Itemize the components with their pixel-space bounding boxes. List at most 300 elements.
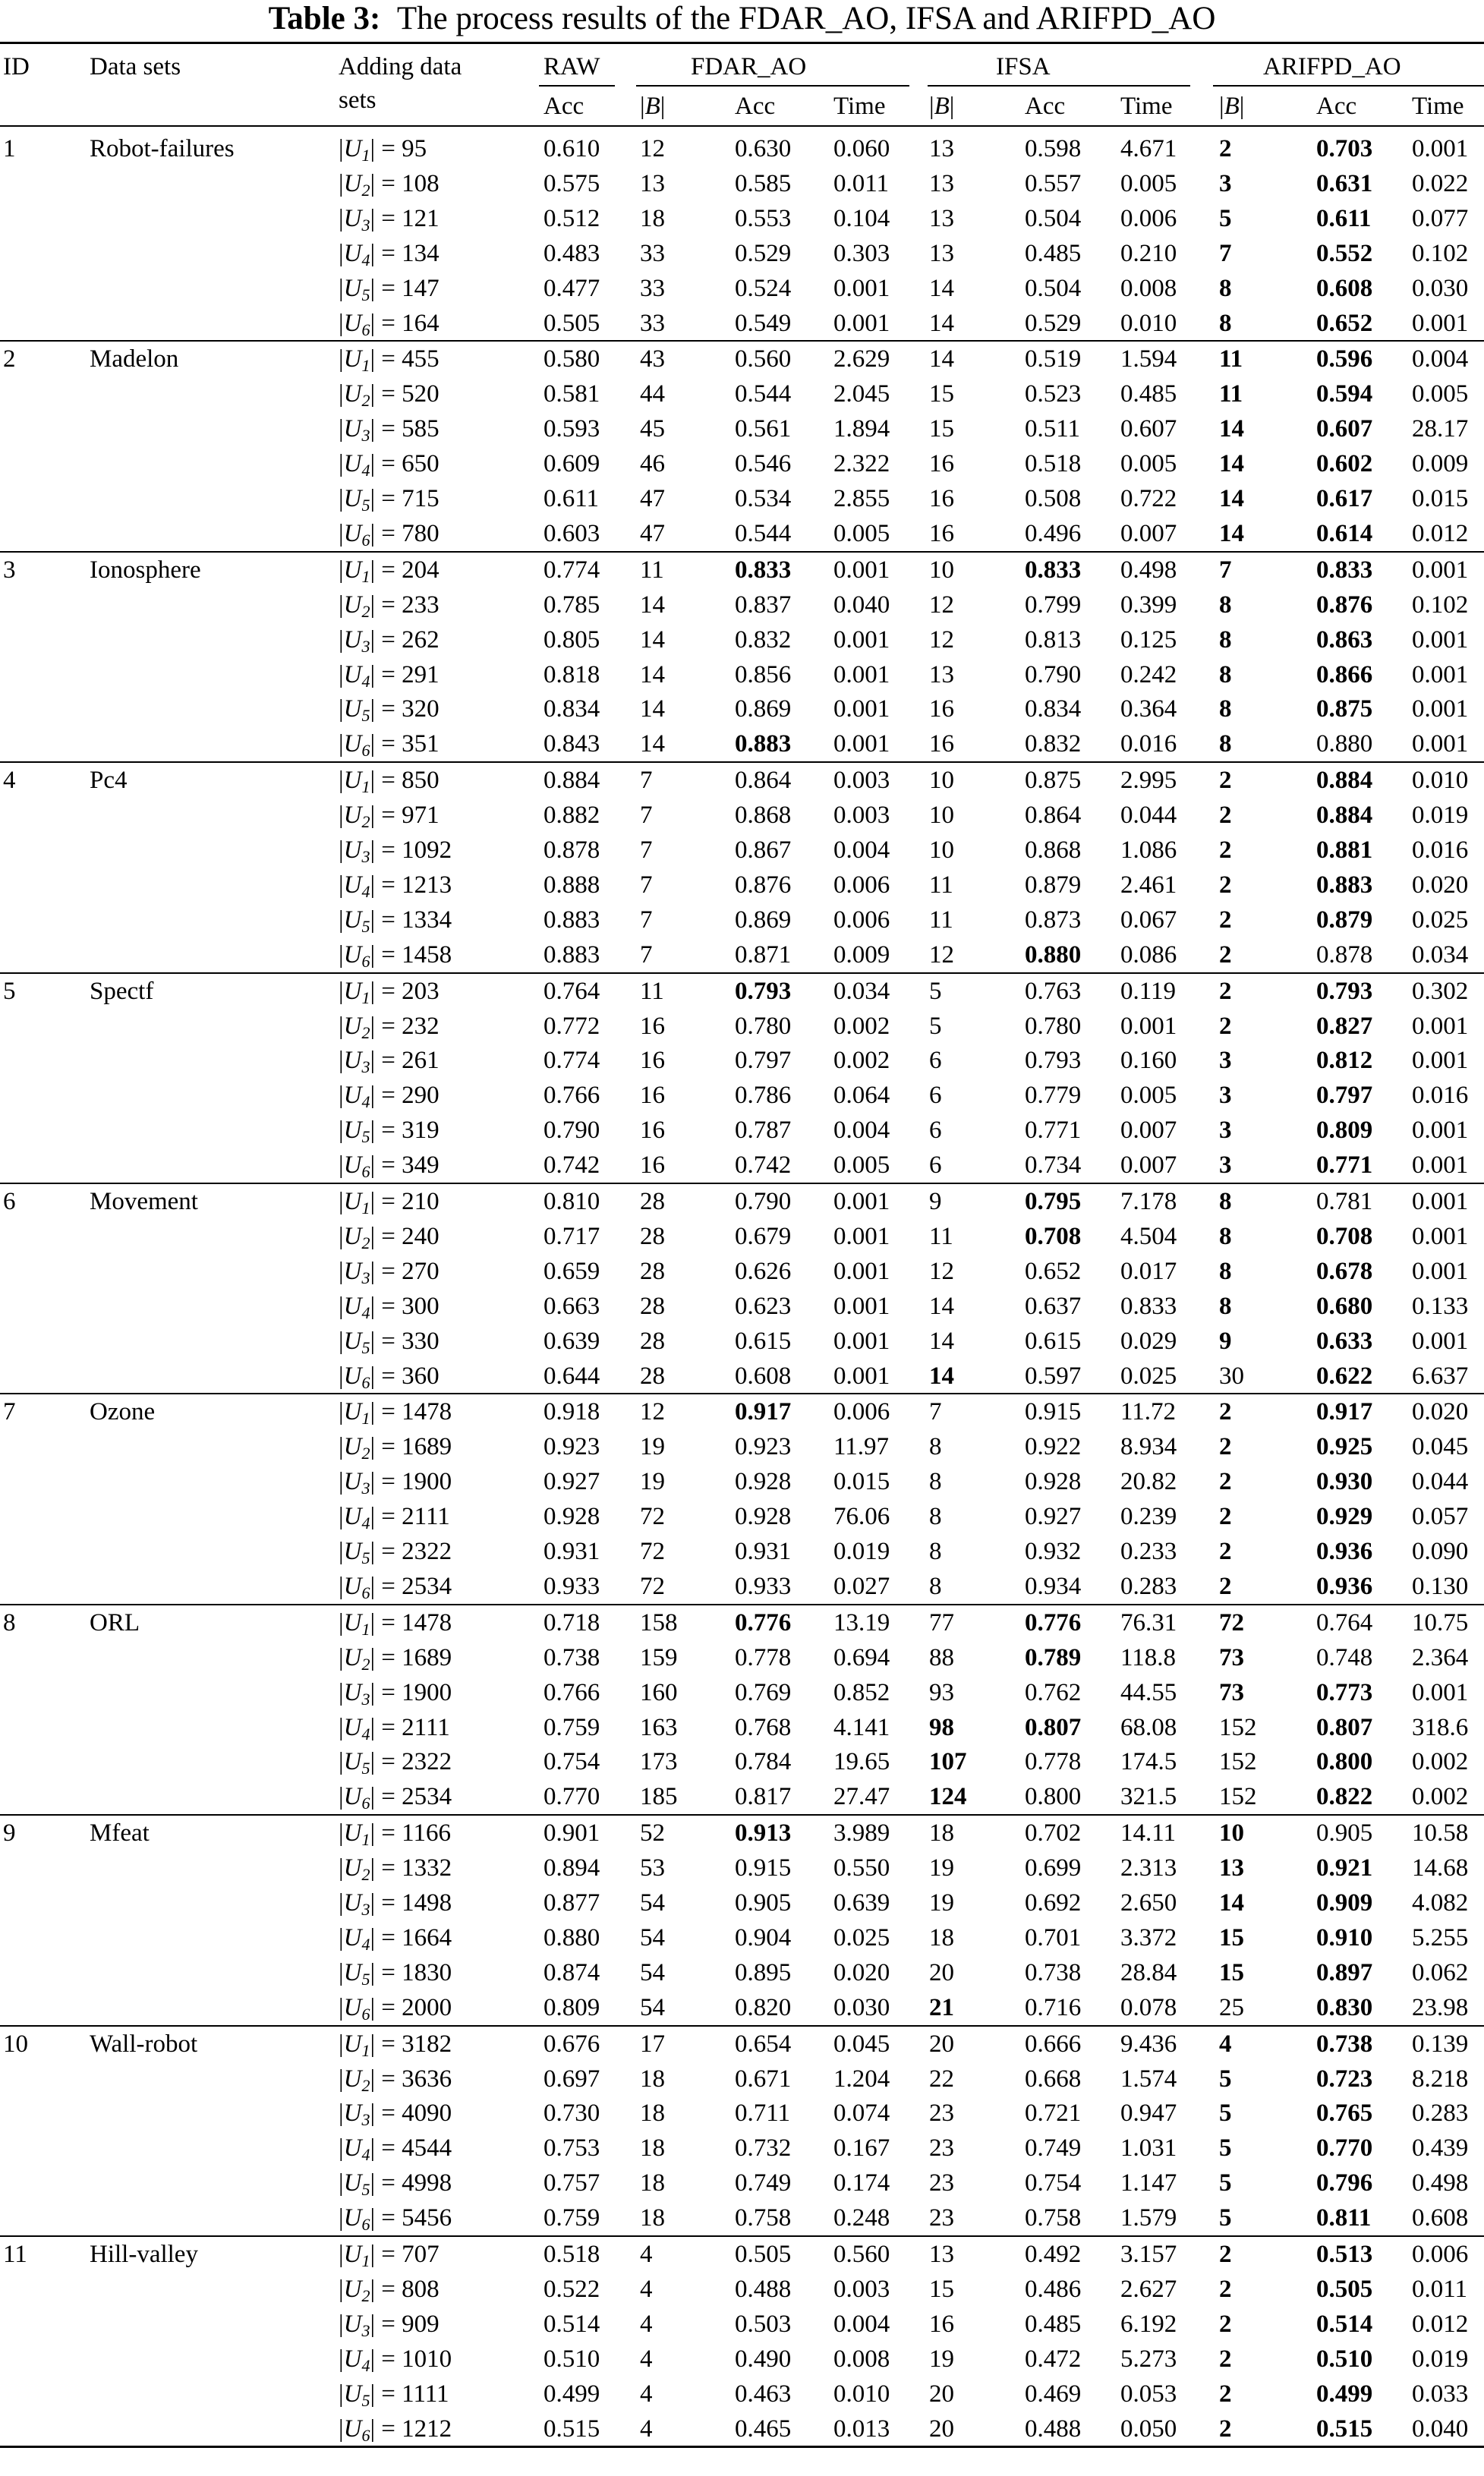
adding-data-size-value: 971 <box>402 802 440 830</box>
adding-data-size-value: 1092 <box>402 836 452 864</box>
cell-a-time: 0.012 <box>1412 2310 1469 2338</box>
cell-a-acc: 0.608 <box>1316 274 1373 302</box>
cell-a-acc: 0.917 <box>1316 1398 1373 1426</box>
cell-a-acc: 0.771 <box>1316 1151 1373 1180</box>
cell-i-time: 0.053 <box>1120 2380 1177 2408</box>
cell-f-acc: 0.546 <box>735 450 792 478</box>
dataset-name: Hill-valley <box>90 2241 198 2268</box>
cell-i-time: 1.594 <box>1120 345 1177 373</box>
cell-f-b: 7 <box>640 871 653 899</box>
adding-data-size: $|U_1| = 1478$ <box>339 1608 452 1639</box>
cell-a-b: 2 <box>1219 871 1232 899</box>
cell-i-time: 1.086 <box>1120 836 1177 864</box>
cell-i-time: 0.029 <box>1120 1327 1177 1355</box>
adding-data-size-value: 121 <box>402 204 440 232</box>
cell-f-b: 16 <box>640 1047 665 1075</box>
adding-data-size: $|U_3| = 262$ <box>339 625 440 656</box>
cell-f-b: 7 <box>640 940 653 969</box>
cell-raw: 0.766 <box>544 1678 600 1706</box>
cell-f-acc: 0.465 <box>735 2415 792 2443</box>
cell-a-b: 14 <box>1219 415 1244 443</box>
dataset-name: Mfeat <box>90 1819 150 1848</box>
adding-data-size-value: 351 <box>402 730 440 758</box>
adding-data-size-value: 5456 <box>402 2204 452 2232</box>
dataset-name: Spectf <box>90 977 154 1005</box>
adding-data-size-value: 2322 <box>402 1538 452 1565</box>
dataset-name: Ozone <box>90 1398 156 1426</box>
cell-f-time: 0.004 <box>833 2310 890 2338</box>
cell-a-b: 15 <box>1219 1923 1244 1952</box>
cell-f-b: 7 <box>640 836 653 864</box>
cell-raw: 0.575 <box>544 169 600 197</box>
cell-i-b: 14 <box>929 1292 954 1320</box>
cell-i-time: 0.006 <box>1120 204 1177 232</box>
cell-f-b: 14 <box>640 730 665 758</box>
cell-f-acc: 0.928 <box>735 1503 792 1531</box>
cell-i-acc: 0.875 <box>1025 767 1082 795</box>
adding-data-size-value: 3636 <box>402 2065 452 2093</box>
adding-data-size: $|U_2| = 233$ <box>339 591 440 621</box>
adding-data-size: $|U_6| = 164$ <box>339 309 440 339</box>
cell-raw: 0.717 <box>544 1222 600 1250</box>
cell-i-acc: 0.763 <box>1025 977 1082 1005</box>
cell-i-time: 5.273 <box>1120 2345 1177 2373</box>
adding-data-size-value: 108 <box>402 169 440 197</box>
cell-i-acc: 0.702 <box>1025 1819 1082 1848</box>
cell-raw: 0.918 <box>544 1398 600 1426</box>
adding-data-size: $|U_4| = 300$ <box>339 1292 440 1322</box>
cell-i-acc: 0.701 <box>1025 1923 1082 1952</box>
cell-f-time: 0.015 <box>833 1468 890 1496</box>
dataset-id: 8 <box>3 1608 16 1636</box>
cell-f-b: 18 <box>640 204 665 232</box>
cell-raw: 0.901 <box>544 1819 600 1848</box>
header-arifpd-b: |B| <box>1219 93 1245 120</box>
arifpd-group-rule <box>1213 85 1484 87</box>
cell-f-acc: 0.463 <box>735 2380 792 2408</box>
dataset-id: 4 <box>3 767 16 795</box>
cell-f-b: 163 <box>640 1713 678 1741</box>
adding-data-size-value: 2111 <box>402 1713 450 1741</box>
cell-i-time: 9.436 <box>1120 2030 1177 2058</box>
header-datasets: Data sets <box>90 53 181 80</box>
cell-i-time: 0.078 <box>1120 1993 1177 2021</box>
cell-f-b: 28 <box>640 1222 665 1250</box>
cell-a-b: 14 <box>1219 485 1244 512</box>
cell-f-acc: 0.913 <box>735 1819 792 1848</box>
cell-a-b: 11 <box>1219 380 1243 408</box>
cell-raw: 0.818 <box>544 660 600 688</box>
cell-a-time: 0.608 <box>1412 2204 1469 2232</box>
cell-f-b: 16 <box>640 1117 665 1145</box>
header-arifpd-time: Time <box>1412 93 1464 120</box>
cell-f-b: 158 <box>640 1608 678 1636</box>
cell-i-time: 68.08 <box>1120 1713 1177 1741</box>
cell-i-time: 2.995 <box>1120 767 1177 795</box>
cell-a-b: 7 <box>1219 239 1232 267</box>
cell-f-b: 54 <box>640 1958 665 1986</box>
cell-a-b: 2 <box>1219 906 1232 934</box>
cell-raw: 0.764 <box>544 977 600 1005</box>
adding-data-size-value: 715 <box>402 485 440 512</box>
cell-f-acc: 0.768 <box>735 1713 792 1741</box>
adding-data-size-value: 1332 <box>402 1854 452 1882</box>
cell-f-b: 54 <box>640 1923 665 1952</box>
adding-data-size: $|U_5| = 1334$ <box>339 906 452 936</box>
cell-f-time: 0.002 <box>833 1047 890 1075</box>
cell-f-time: 0.008 <box>833 2345 890 2373</box>
adding-data-size-value: 1213 <box>402 871 452 899</box>
cell-f-time: 0.001 <box>833 625 890 654</box>
cell-raw: 0.880 <box>544 1923 600 1952</box>
cell-i-acc: 0.469 <box>1025 2380 1082 2408</box>
cell-i-acc: 0.708 <box>1025 1222 1082 1250</box>
adding-data-size: $|U_3| = 585$ <box>339 415 440 446</box>
cell-i-b: 124 <box>929 1783 967 1811</box>
cell-a-acc: 0.863 <box>1316 625 1373 654</box>
cell-i-time: 3.157 <box>1120 2241 1177 2268</box>
cell-a-acc: 0.703 <box>1316 135 1373 162</box>
adding-data-size-value: 349 <box>402 1151 440 1180</box>
cell-a-acc: 0.513 <box>1316 2241 1373 2268</box>
cell-f-acc: 0.864 <box>735 767 792 795</box>
cell-a-b: 2 <box>1219 1468 1232 1496</box>
cell-i-acc: 0.789 <box>1025 1643 1082 1671</box>
adding-data-size: $|U_4| = 1664$ <box>339 1923 452 1954</box>
cell-f-b: 52 <box>640 1819 665 1848</box>
cell-a-b: 8 <box>1219 660 1232 688</box>
adding-data-size-value: 4998 <box>402 2169 452 2197</box>
cell-f-time: 0.001 <box>833 274 890 302</box>
adding-data-size-value: 1689 <box>402 1433 452 1461</box>
cell-a-b: 73 <box>1219 1678 1244 1706</box>
cell-f-time: 0.550 <box>833 1854 890 1882</box>
cell-a-b: 2 <box>1219 977 1232 1005</box>
cell-i-time: 0.025 <box>1120 1362 1177 1390</box>
cell-f-acc: 0.933 <box>735 1572 792 1600</box>
cell-raw: 0.785 <box>544 591 600 619</box>
adding-data-size-value: 261 <box>402 1047 440 1075</box>
cell-i-b: 8 <box>929 1468 942 1496</box>
header-arifpd-acc: Acc <box>1316 93 1357 120</box>
cell-a-b: 5 <box>1219 2204 1232 2232</box>
cell-a-time: 0.033 <box>1412 2380 1469 2408</box>
cell-f-acc: 0.793 <box>735 977 792 1005</box>
cell-f-time: 2.629 <box>833 345 890 373</box>
cell-a-time: 0.004 <box>1412 345 1469 373</box>
cell-raw: 0.514 <box>544 2310 600 2338</box>
cell-i-b: 23 <box>929 2134 954 2163</box>
adding-data-size-value: 147 <box>402 274 440 302</box>
dataset-name: Ionosphere <box>90 556 201 584</box>
cell-a-acc: 0.910 <box>1316 1923 1373 1952</box>
cell-f-acc: 0.529 <box>735 239 792 267</box>
cell-a-acc: 0.929 <box>1316 1503 1373 1531</box>
cell-i-acc: 0.873 <box>1025 906 1082 934</box>
cell-a-acc: 0.594 <box>1316 380 1373 408</box>
cell-f-acc: 0.626 <box>735 1257 792 1285</box>
cell-raw: 0.883 <box>544 906 600 934</box>
adding-data-size-value: 1334 <box>402 906 452 934</box>
cell-f-time: 0.006 <box>833 906 890 934</box>
cell-f-time: 27.47 <box>833 1783 890 1811</box>
cell-f-time: 0.064 <box>833 1082 890 1110</box>
cell-i-time: 0.017 <box>1120 1257 1177 1285</box>
cell-a-time: 0.011 <box>1412 2275 1468 2303</box>
adding-data-size: $|U_6| = 2000$ <box>339 1993 452 2024</box>
cell-f-acc: 0.749 <box>735 2169 792 2197</box>
cell-a-time: 23.98 <box>1412 1993 1469 2021</box>
cell-f-time: 0.174 <box>833 2169 890 2197</box>
cell-f-acc: 0.490 <box>735 2345 792 2373</box>
cell-raw: 0.810 <box>544 1188 600 1215</box>
cell-a-acc: 0.617 <box>1316 485 1373 512</box>
header-ifsa: IFSA <box>996 53 1051 80</box>
cell-a-acc: 0.499 <box>1316 2380 1373 2408</box>
adding-data-size: $|U_5| = 330$ <box>339 1327 440 1357</box>
cell-raw: 0.834 <box>544 695 600 723</box>
cell-raw: 0.759 <box>544 2204 600 2232</box>
cell-f-b: 53 <box>640 1854 665 1882</box>
cell-raw: 0.878 <box>544 836 600 864</box>
cell-i-time: 0.016 <box>1120 730 1177 758</box>
cell-f-b: 54 <box>640 1993 665 2021</box>
dataset-id: 10 <box>3 2030 28 2058</box>
cell-a-time: 4.082 <box>1412 1889 1469 1917</box>
cell-i-acc: 0.754 <box>1025 2169 1082 2197</box>
cell-a-b: 5 <box>1219 2065 1232 2093</box>
header-fdar-time: Time <box>833 93 886 120</box>
cell-a-b: 3 <box>1219 1082 1232 1110</box>
adding-data-size-value: 2534 <box>402 1572 452 1600</box>
cell-a-b: 2 <box>1219 802 1232 830</box>
adding-data-size-value: 1458 <box>402 940 452 969</box>
cell-f-time: 0.167 <box>833 2134 890 2163</box>
cell-a-b: 2 <box>1219 2275 1232 2303</box>
cell-i-time: 28.84 <box>1120 1958 1177 1986</box>
cell-a-acc: 0.809 <box>1316 1117 1373 1145</box>
cell-a-time: 0.001 <box>1412 1047 1469 1075</box>
cell-i-acc: 0.776 <box>1025 1608 1082 1636</box>
cell-i-time: 0.364 <box>1120 695 1177 723</box>
cell-f-acc: 0.742 <box>735 1151 792 1180</box>
cell-a-acc: 0.505 <box>1316 2275 1373 2303</box>
cell-raw: 0.639 <box>544 1327 600 1355</box>
cell-i-b: 14 <box>929 1327 954 1355</box>
cell-i-time: 0.050 <box>1120 2415 1177 2443</box>
cell-i-b: 10 <box>929 802 954 830</box>
cell-f-time: 0.010 <box>833 2380 890 2408</box>
adding-data-size: $|U_5| = 715$ <box>339 485 440 515</box>
adding-data-size: $|U_1| = 455$ <box>339 345 440 376</box>
cell-i-time: 0.283 <box>1120 1572 1177 1600</box>
cell-raw: 0.790 <box>544 1117 600 1145</box>
cell-i-b: 8 <box>929 1538 942 1565</box>
cell-f-time: 0.009 <box>833 940 890 969</box>
cell-a-acc: 0.880 <box>1316 730 1373 758</box>
cell-a-acc: 0.596 <box>1316 345 1373 373</box>
adding-data-size-value: 1478 <box>402 1398 452 1426</box>
cell-a-acc: 0.773 <box>1316 1678 1373 1706</box>
cell-f-acc: 0.869 <box>735 695 792 723</box>
cell-f-b: 4 <box>640 2415 653 2443</box>
cell-a-time: 0.130 <box>1412 1572 1469 1600</box>
cell-f-time: 0.004 <box>833 836 890 864</box>
cell-i-acc: 0.813 <box>1025 625 1082 654</box>
adding-data-size: $|U_3| = 1498$ <box>339 1889 452 1919</box>
cell-raw: 0.742 <box>544 1151 600 1180</box>
cell-a-time: 0.019 <box>1412 802 1469 830</box>
cell-i-time: 321.5 <box>1120 1783 1177 1811</box>
cell-i-time: 2.627 <box>1120 2275 1177 2303</box>
cell-i-b: 16 <box>929 519 954 547</box>
cell-a-time: 0.044 <box>1412 1468 1469 1496</box>
dataset-id: 5 <box>3 977 16 1005</box>
cell-i-b: 16 <box>929 2310 954 2338</box>
adding-data-size: $|U_5| = 1830$ <box>339 1958 452 1989</box>
cell-a-acc: 0.897 <box>1316 1958 1373 1986</box>
cell-i-b: 23 <box>929 2100 954 2128</box>
adding-data-size: $|U_2| = 1689$ <box>339 1643 452 1674</box>
cell-f-b: 14 <box>640 625 665 654</box>
header-id: ID <box>3 53 30 80</box>
adding-data-size: $|U_5| = 320$ <box>339 695 440 726</box>
cell-f-time: 0.005 <box>833 1151 890 1180</box>
cell-a-time: 0.022 <box>1412 169 1469 197</box>
cell-a-b: 9 <box>1219 1327 1232 1355</box>
cell-a-b: 2 <box>1219 767 1232 795</box>
adding-data-size: $|U_1| = 1166$ <box>339 1819 451 1850</box>
adding-data-size-value: 707 <box>402 2241 440 2268</box>
cell-f-time: 0.248 <box>833 2204 890 2232</box>
cell-a-acc: 0.514 <box>1316 2310 1373 2338</box>
cell-a-acc: 0.602 <box>1316 450 1373 478</box>
cell-i-acc: 0.504 <box>1025 204 1082 232</box>
cell-raw: 0.874 <box>544 1958 600 1986</box>
cell-a-b: 5 <box>1219 2134 1232 2163</box>
cell-a-time: 0.020 <box>1412 871 1469 899</box>
cell-f-time: 0.006 <box>833 1398 890 1426</box>
adding-data-size: $|U_3| = 1900$ <box>339 1678 452 1709</box>
cell-raw: 0.884 <box>544 767 600 795</box>
cell-a-b: 8 <box>1219 1188 1232 1215</box>
cell-a-time: 0.002 <box>1412 1783 1469 1811</box>
cell-f-acc: 0.876 <box>735 871 792 899</box>
cell-a-acc: 0.883 <box>1316 871 1373 899</box>
cell-a-b: 2 <box>1219 2380 1232 2408</box>
cell-a-acc: 0.881 <box>1316 836 1373 864</box>
cell-f-time: 0.025 <box>833 1923 890 1952</box>
adding-data-size-value: 909 <box>402 2310 440 2338</box>
cell-a-time: 0.102 <box>1412 591 1469 619</box>
cell-a-b: 7 <box>1219 556 1232 584</box>
cell-f-time: 0.001 <box>833 309 890 337</box>
adding-data-size-value: 290 <box>402 1082 440 1110</box>
cell-f-time: 0.001 <box>833 730 890 758</box>
cell-f-acc: 0.820 <box>735 1993 792 2021</box>
adding-data-size-value: 1900 <box>402 1468 452 1496</box>
cell-f-b: 18 <box>640 2134 665 2163</box>
cell-a-time: 6.637 <box>1412 1362 1469 1390</box>
adding-data-size-value: 780 <box>402 519 440 547</box>
adding-data-size-value: 3182 <box>402 2030 452 2058</box>
cell-f-acc: 0.837 <box>735 591 792 619</box>
cell-a-b: 8 <box>1219 1257 1232 1285</box>
cell-i-acc: 0.597 <box>1025 1362 1082 1390</box>
cell-i-time: 0.001 <box>1120 1012 1177 1040</box>
cell-f-acc: 0.505 <box>735 2241 792 2268</box>
adding-data-size-value: 320 <box>402 695 440 723</box>
adding-data-size: $|U_3| = 121$ <box>339 204 440 235</box>
cell-raw: 0.518 <box>544 2241 600 2268</box>
cell-a-acc: 0.552 <box>1316 239 1373 267</box>
cell-f-acc: 0.904 <box>735 1923 792 1952</box>
cell-i-acc: 0.508 <box>1025 485 1082 512</box>
cell-i-b: 6 <box>929 1117 942 1145</box>
cell-f-acc: 0.871 <box>735 940 792 969</box>
adding-data-size: $|U_6| = 360$ <box>339 1362 440 1392</box>
header-fdar-acc: Acc <box>735 93 776 120</box>
adding-data-size: $|U_4| = 291$ <box>339 660 440 691</box>
cell-i-b: 14 <box>929 274 954 302</box>
cell-a-time: 10.75 <box>1412 1608 1469 1636</box>
cell-i-b: 12 <box>929 591 954 619</box>
adding-data-size: $|U_6| = 5456$ <box>339 2204 452 2235</box>
cell-a-b: 15 <box>1219 1958 1244 1986</box>
adding-data-size-value: 270 <box>402 1257 440 1285</box>
cell-raw: 0.718 <box>544 1608 600 1636</box>
cell-i-b: 11 <box>929 871 953 899</box>
cell-i-time: 4.504 <box>1120 1222 1177 1250</box>
cell-f-acc: 0.549 <box>735 309 792 337</box>
cell-f-time: 0.001 <box>833 695 890 723</box>
adding-data-size-value: 233 <box>402 591 440 619</box>
cell-a-time: 0.034 <box>1412 940 1469 969</box>
cell-a-acc: 0.764 <box>1316 1608 1373 1636</box>
cell-f-acc: 0.776 <box>735 1608 792 1636</box>
cell-i-time: 0.239 <box>1120 1503 1177 1531</box>
cell-i-b: 6 <box>929 1151 942 1180</box>
cell-f-b: 185 <box>640 1783 678 1811</box>
dataset-id: 3 <box>3 556 16 584</box>
cell-a-b: 73 <box>1219 1643 1244 1671</box>
cell-i-acc: 0.699 <box>1025 1854 1082 1882</box>
cell-f-time: 0.852 <box>833 1678 890 1706</box>
adding-data-size: $|U_3| = 4090$ <box>339 2100 452 2130</box>
adding-data-size: $|U_1| = 204$ <box>339 556 440 586</box>
cell-f-time: 0.001 <box>833 1327 890 1355</box>
cell-i-acc: 0.472 <box>1025 2345 1082 2373</box>
cell-i-acc: 0.834 <box>1025 695 1082 723</box>
cell-a-time: 0.001 <box>1412 1327 1469 1355</box>
adding-data-size: $|U_1| = 203$ <box>339 977 440 1007</box>
cell-i-b: 12 <box>929 940 954 969</box>
adding-data-size-value: 330 <box>402 1327 440 1355</box>
cell-i-b: 13 <box>929 660 954 688</box>
cell-i-acc: 0.666 <box>1025 2030 1082 2058</box>
cell-i-acc: 0.716 <box>1025 1993 1082 2021</box>
dataset-id: 2 <box>3 345 16 373</box>
header-ifsa-b: |B| <box>929 93 955 120</box>
cell-i-b: 20 <box>929 1958 954 1986</box>
cell-raw: 0.515 <box>544 2415 600 2443</box>
cell-f-acc: 0.928 <box>735 1468 792 1496</box>
adding-data-size: $|U_3| = 270$ <box>339 1257 440 1287</box>
cell-i-time: 0.007 <box>1120 1117 1177 1145</box>
cell-i-time: 6.192 <box>1120 2310 1177 2338</box>
cell-f-time: 0.034 <box>833 977 890 1005</box>
cell-i-acc: 0.758 <box>1025 2204 1082 2232</box>
